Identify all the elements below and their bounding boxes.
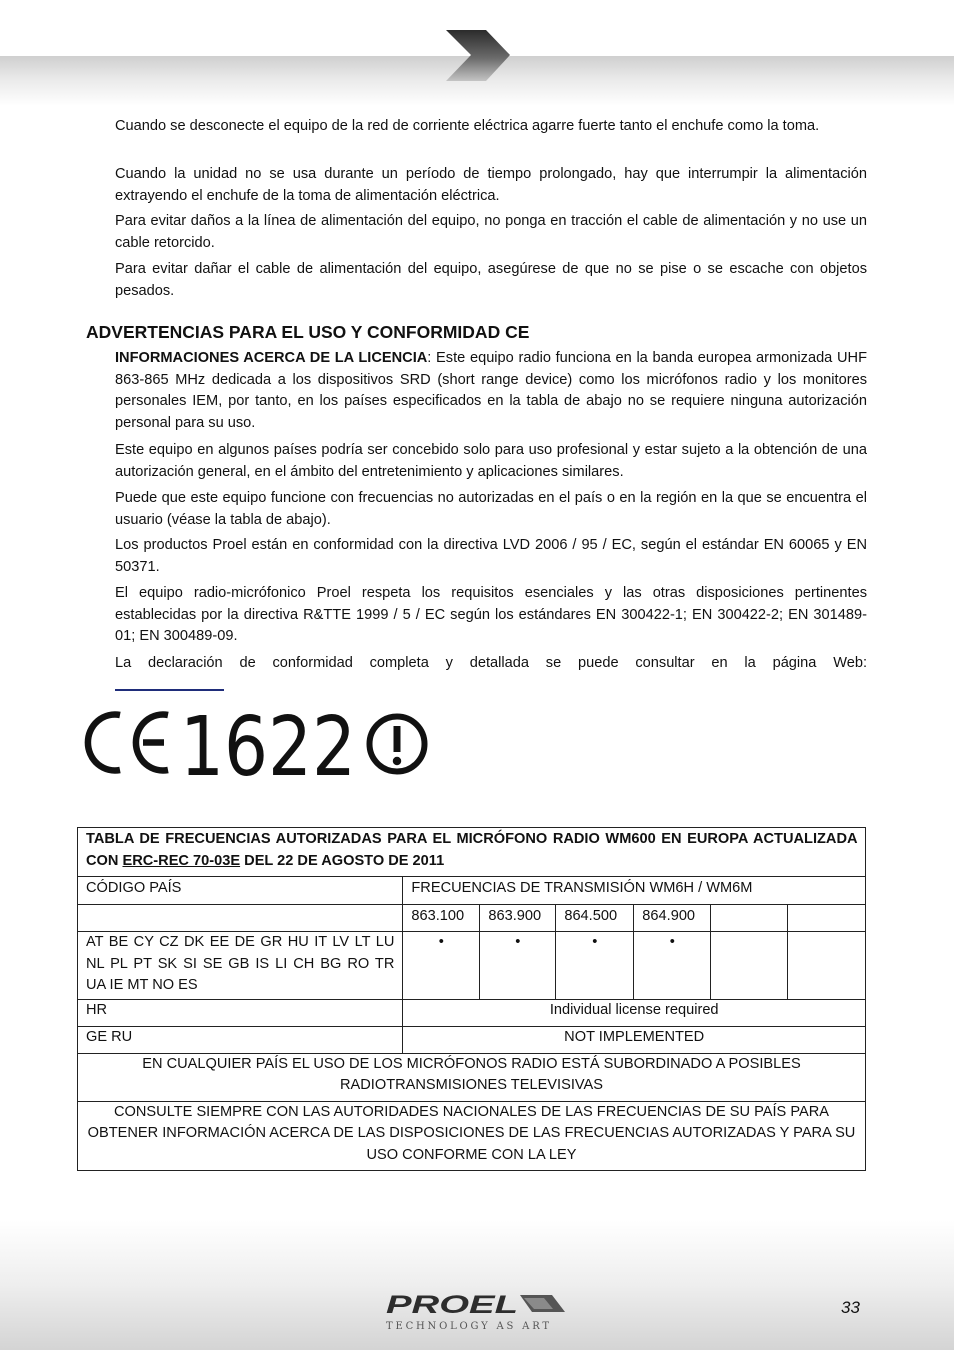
- ge-ru-note: NOT IMPLEMENTED: [403, 1026, 866, 1053]
- table-title-row: [78, 828, 866, 877]
- table-title-line1: TABLA DE FRECUENCIAS AUTORIZADAS PARA EL MICRÓFONO RADIO WM600 EN EUROPA ACTUALIZADA: [86, 831, 857, 847]
- intro-paragraph-1: Cuando se desconecte el equipo de la red de corriente eléctrica agarre fuerte tanto el enchufe como la toma.: [115, 118, 820, 134]
- eu-country-list: AT BE CY CZ DK EE DE GR HU IT LV LT LU NL PL PT SK SI SE GB IS LI CH BG RO TR UA IE MT NO ES: [78, 932, 403, 1000]
- table-row-hr: [78, 999, 866, 1026]
- ce-mark-icon: [84, 706, 434, 780]
- table-title-con: CON: [86, 852, 123, 869]
- body-paragraph-5: La declaración de conformidad completa y detallada se puede consultar en la página Web:: [115, 655, 867, 671]
- frequency-cell: 863.100: [403, 905, 480, 932]
- frequency-cell: 864.900: [634, 905, 711, 932]
- header-country-code: CÓDIGO PAÍS: [78, 877, 403, 905]
- table-title-date: DEL 22 DE AGOSTO DE 2011: [240, 852, 445, 869]
- authorities-notice: CONSULTE SIEMPRE CON LAS AUTORIDADES NACIONALES DE LAS FRECUENCIAS DE SU PAÍS PARA OBTENER INFORMACIÓN ACERCA DE LAS DISPOSICIONES DE LAS FRECUENCIAS AUTORIZADAS Y PARA SU USO CONFORME CON LA LEY: [78, 1101, 866, 1171]
- availability-mark: [788, 932, 866, 1000]
- brand-tagline: TECHNOLOGY AS ART: [386, 1321, 552, 1332]
- table-notice-row-2: [78, 1101, 866, 1171]
- website-link[interactable]: [115, 689, 224, 691]
- availability-mark: •: [480, 932, 556, 1000]
- frequency-cell: [788, 905, 866, 932]
- country-ge-ru: GE RU: [78, 1026, 403, 1053]
- brand-name: PROEL: [386, 1292, 518, 1319]
- frequency-cell: [711, 905, 788, 932]
- erc-rec-reference: ERC-REC 70-03E: [122, 852, 241, 869]
- body-paragraph-1: Este equipo en algunos países podría ser concebido solo para uso profesional y estar sujeto a la obtención de una autorización general, en el ámbito del entretenimiento y aplicaciones similares.: [115, 442, 867, 480]
- proel-logo: [384, 1292, 570, 1332]
- notified-body-number: 1622: [180, 706, 356, 780]
- table-header-row: [78, 877, 866, 905]
- frequency-table: [77, 827, 866, 1171]
- frequency-cell: 864.500: [556, 905, 634, 932]
- hr-license-note: Individual license required: [403, 999, 866, 1026]
- table-cell-empty: [78, 905, 403, 932]
- country-hr: HR: [78, 999, 403, 1026]
- section-title: ADVERTENCIAS PARA EL USO Y CONFORMIDAD CE: [86, 322, 530, 342]
- body-paragraph-2: Puede que este equipo funcione con frecuencias no autorizadas en el país o en la región en la que se encuentra el usuario (véase la tabla de abajo).: [115, 490, 867, 528]
- availability-mark: •: [634, 932, 711, 1000]
- license-label: INFORMACIONES ACERCA DE LA LICENCIA: [115, 350, 428, 366]
- frequency-values-row: [78, 905, 866, 932]
- body-paragraph-4: El equipo radio-micrófonico Proel respeta los requisitos esenciales y las otras disposiciones pertinentes establecidas por la directiva R&TTE 1999 / 5 / EC según los estándares EN 300422-1; EN 300422-2; EN 301489-01; EN 300489-09.: [115, 585, 867, 644]
- intro-paragraph-4: Para evitar dañar el cable de alimentación del equipo, asegúrese de que no se pise o se escache con objetos pesados.: [115, 261, 867, 299]
- table-notice-row-1: [78, 1053, 866, 1101]
- body-paragraph-3: Los productos Proel están en conformidad con la directiva LVD 2006 / 95 / EC, según el estándar EN 60065 y EN 50371.: [115, 537, 867, 575]
- frequency-cell: 863.900: [480, 905, 556, 932]
- availability-mark: [711, 932, 788, 1000]
- intro-paragraph-2: Cuando la unidad no se usa durante un período de tiempo prolongado, hay que interrumpir la alimentación extrayendo el enchufe de la toma de alimentación eléctrica.: [115, 166, 867, 204]
- table-row-eu: [78, 932, 866, 1000]
- intro-paragraph-3: Para evitar daños a la línea de alimentación del equipo, no ponga en tracción el cable de alimentación y no use un cable retorcido.: [115, 213, 867, 251]
- chevron-arrow-icon: [444, 28, 512, 84]
- availability-mark: •: [403, 932, 480, 1000]
- tv-broadcast-notice: EN CUALQUIER PAÍS EL USO DE LOS MICRÓFONOS RADIO ESTÁ SUBORDINADO A POSIBLES RADIOTRANSMISIONES TELEVISIVAS: [78, 1053, 866, 1101]
- table-row-ge-ru: [78, 1026, 866, 1053]
- table-title: [78, 828, 866, 877]
- license-text: : Este equipo radio funciona en la banda europea armonizada UHF 863-865 MHz dedicada a los dispositivos SRD (short range device) como los micrófonos radio y los monitores personales IEM, por tanto, en los países especificados en la tabla de abajo no se requiere ninguna autorización personal para su uso.: [115, 350, 867, 431]
- header-frequencies: FRECUENCIAS DE TRANSMISIÓN WM6H / WM6M: [403, 877, 866, 905]
- page-number: 33: [841, 1298, 860, 1317]
- availability-mark: •: [556, 932, 634, 1000]
- license-paragraph: [115, 348, 867, 434]
